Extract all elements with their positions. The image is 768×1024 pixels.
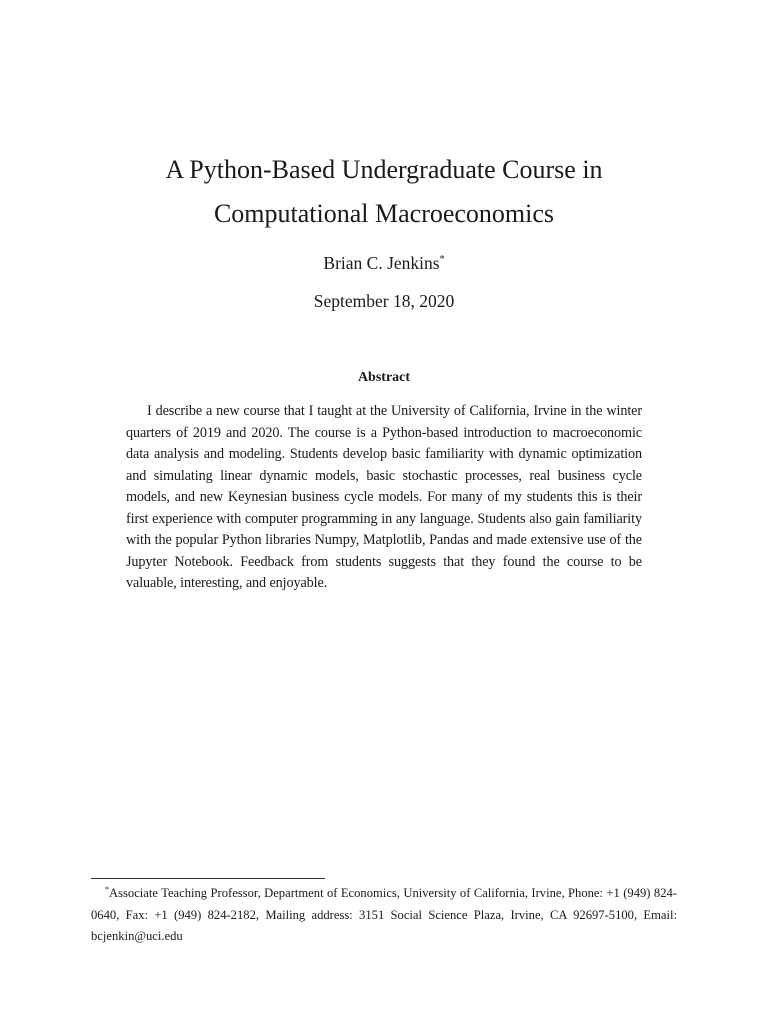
abstract-heading: Abstract <box>357 370 411 385</box>
author-name: Brian C. Jenkins <box>323 253 440 273</box>
abstract-body: I describe a new course that I taught at the University of California, Irvine in the winter quarters of 2019 and 2020. The course is a Python-based introduction to macroeconomic data analysis and modeling. Students develop basic familiarity with dynamic optimization and simulating linear dynamic models, basic stochastic processes, real business cycle models, and new Keynesian business cycle models. For many of my students this is their first experience with computer programming in any language. Students also gain familiarity with the popular Python libraries Numpy, Matplotlib, Pandas and made extensive use of the Jupyter Notebook. Feedback from students suggests that they found the course to be valuable, interesting, and enjoyable. <box>126 403 642 591</box>
footnote-text: Associate Teaching Professor, Department of Economics, University of California, Irvine, Phone: +1 (949) 824-0640, Fax: +1 (949) 824-2182, Mailing address: 3151 Social Science Plaza, Irvine, CA 92697-5100, Email: bcjenkin@uci.edu <box>91 886 677 943</box>
footnote-mark: * <box>105 885 109 894</box>
author-line <box>84 253 684 274</box>
paper-title-line-2: Computational Macroeconomics <box>213 199 555 228</box>
author-footnote-mark: * <box>439 254 445 265</box>
paper-title <box>84 148 684 236</box>
publication-date: September 18, 2020 <box>313 291 455 311</box>
paper-title-line-1: A Python-Based Undergraduate Course in <box>165 155 603 184</box>
author-footnote <box>91 879 677 948</box>
